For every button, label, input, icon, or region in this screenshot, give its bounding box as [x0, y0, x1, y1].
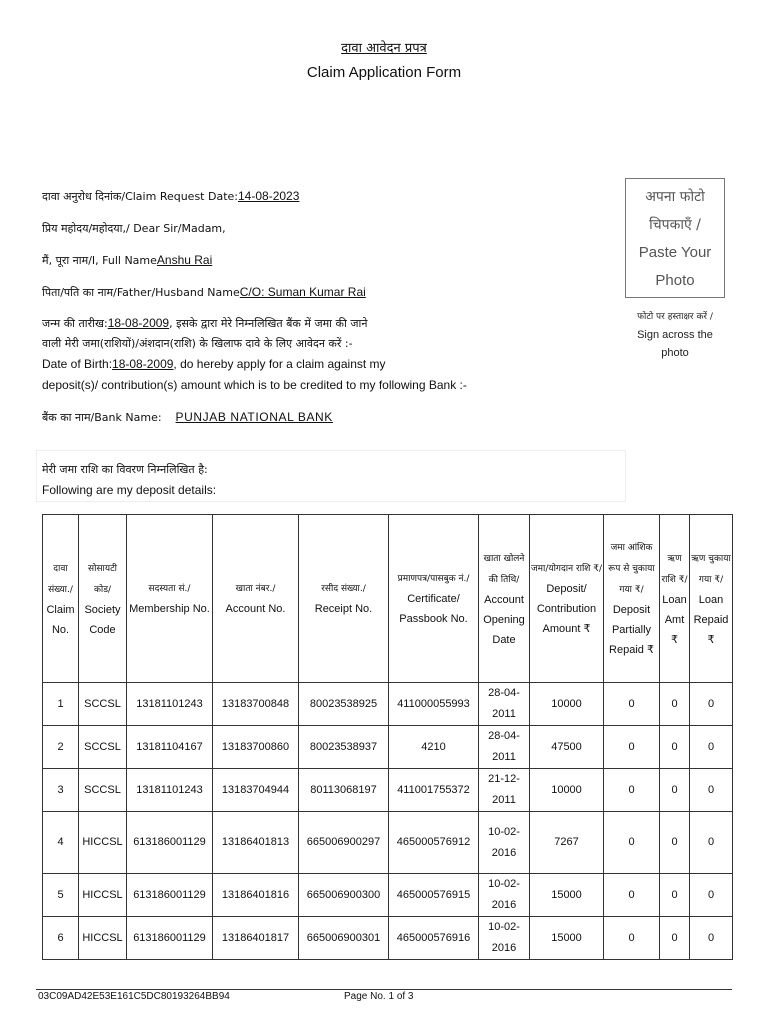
deposit-heading-hindi — [42, 462, 208, 477]
header-claim-no-hindi: दावा संख्या./ — [48, 563, 73, 595]
cell-loan-amount: 0 — [660, 683, 690, 726]
header-partially-repaid-hindi: जमा आंशिक रूप से चुकाया गया ₹/ — [608, 543, 655, 595]
photo-box — [625, 178, 725, 298]
cell-receipt-no: 665006900300 — [299, 874, 389, 917]
deposit-heading-english-text: Following are my deposit details: — [42, 483, 217, 497]
cell-society-code: HICCSL — [79, 917, 127, 960]
header-opening-date-english: Account Opening Date — [483, 593, 525, 646]
cell-opening-date: 10-02- 2016 — [479, 812, 530, 874]
cell-claim-no: 1 — [43, 683, 79, 726]
header-society-code-english: Society Code — [84, 603, 121, 636]
footer-doc-id: 03C09AD42E53E161C5DC80193264BB94 — [38, 991, 230, 1002]
dob-english-prefix: Date of Birth: — [42, 357, 113, 371]
cell-deposit-amount: 47500 — [530, 726, 604, 769]
dob-english-line2 — [42, 378, 467, 392]
header-account-no-english: Account No. — [225, 603, 286, 615]
cell-partially-repaid: 0 — [604, 917, 660, 960]
header-membership-no-hindi: सदस्यता सं./ — [148, 584, 191, 594]
header-claim-no-english: Claim No. — [46, 603, 75, 636]
cell-partially-repaid: 0 — [604, 874, 660, 917]
request-date-line — [42, 189, 299, 204]
title-english: Claim Application Form — [306, 64, 462, 81]
cell-loan-repaid: 0 — [690, 683, 733, 726]
cell-receipt-no: 665006900297 — [299, 812, 389, 874]
cell-partially-repaid: 0 — [604, 683, 660, 726]
cell-deposit-amount: 10000 — [530, 769, 604, 812]
sign-english-1: Sign across the — [637, 329, 713, 341]
cell-claim-no: 3 — [43, 769, 79, 812]
table-row — [43, 812, 733, 874]
header-loan-amount — [660, 515, 690, 683]
header-certificate-no — [389, 515, 479, 683]
cell-account-no: 13186401817 — [213, 917, 299, 960]
salutation-text: प्रिय महोदय/महोदया,/ Dear Sir/Madam, — [42, 222, 226, 235]
title-hindi: दावा आवेदन प्रपत्र — [341, 41, 427, 56]
cell-loan-amount: 0 — [660, 769, 690, 812]
cell-loan-amount: 0 — [660, 726, 690, 769]
table-header-row — [43, 515, 733, 683]
cell-loan-repaid: 0 — [690, 726, 733, 769]
cell-receipt-no: 665006900301 — [299, 917, 389, 960]
cell-opening-date: 28-04- 2011 — [479, 683, 530, 726]
cell-loan-repaid: 0 — [690, 769, 733, 812]
table-row — [43, 726, 733, 769]
bank-value: PUNJAB NATIONAL BANK — [175, 410, 333, 424]
cell-certificate-no: 411001755372 — [389, 769, 479, 812]
footer-rule — [36, 989, 732, 990]
cell-certificate-no: 465000576912 — [389, 812, 479, 874]
cell-opening-date: 28-04- 2011 — [479, 726, 530, 769]
cell-partially-repaid: 0 — [604, 726, 660, 769]
header-deposit-amount — [530, 515, 604, 683]
cell-deposit-amount: 7267 — [530, 812, 604, 874]
dob-hindi-prefix: जन्म की तारीख: — [42, 317, 108, 330]
header-account-no — [213, 515, 299, 683]
dob-english-value: 18-08-2009 — [112, 357, 174, 371]
cell-membership-no: 13181101243 — [127, 683, 213, 726]
dob-hindi-value: 18-08-2009 — [107, 316, 170, 330]
cell-claim-no: 2 — [43, 726, 79, 769]
sign-english-2: photo — [661, 347, 689, 359]
full-name-label: मैं, पूरा नाम/I, Full Name — [42, 254, 157, 267]
photo-hindi-2: चिपकाएँ / — [649, 217, 701, 233]
dob-english-suffix: , do hereby apply for a claim against my — [173, 357, 386, 371]
cell-society-code: SCCSL — [79, 769, 127, 812]
cell-loan-repaid: 0 — [690, 812, 733, 874]
cell-loan-repaid: 0 — [690, 874, 733, 917]
deposit-table — [42, 514, 733, 960]
cell-account-no: 13183700860 — [213, 726, 299, 769]
header-partially-repaid-english: Deposit Partially Repaid ₹ — [609, 604, 654, 656]
table-row — [43, 683, 733, 726]
header-loan-amount-english: Loan Amt ₹ — [662, 593, 687, 646]
photo-english-2: Photo — [655, 272, 695, 289]
cell-membership-no: 13181101243 — [127, 769, 213, 812]
cell-society-code: HICCSL — [79, 874, 127, 917]
cell-deposit-amount: 10000 — [530, 683, 604, 726]
header-opening-date — [479, 515, 530, 683]
cell-deposit-amount: 15000 — [530, 917, 604, 960]
cell-receipt-no: 80023538925 — [299, 683, 389, 726]
cell-society-code: SCCSL — [79, 726, 127, 769]
cell-loan-amount: 0 — [660, 874, 690, 917]
dob-english-line — [42, 357, 386, 371]
father-name-value: C/O: Suman Kumar Rai — [239, 285, 366, 299]
header-certificate-no-hindi: प्रमाणपत्र/पासबुक नं./ — [397, 574, 470, 584]
header-certificate-no-english: Certificate/ Passbook No. — [399, 593, 468, 625]
cell-certificate-no: 465000576915 — [389, 874, 479, 917]
header-loan-repaid — [690, 515, 733, 683]
cell-membership-no: 613186001129 — [127, 874, 213, 917]
cell-certificate-no: 4210 — [389, 726, 479, 769]
full-name-line — [42, 253, 212, 268]
header-deposit-amount-english: Deposit/ Contribution Amount ₹ — [536, 583, 597, 635]
table-row — [43, 769, 733, 812]
header-loan-amount-hindi: ऋण राशि ₹/ — [661, 553, 688, 585]
dob-hindi-line — [42, 316, 367, 331]
cell-membership-no: 13181104167 — [127, 726, 213, 769]
request-date-value: 14-08-2023 — [238, 189, 300, 203]
header-claim-no — [43, 515, 79, 683]
cell-opening-date: 10-02- 2016 — [479, 917, 530, 960]
deposit-heading-hindi-text: मेरी जमा राशि का विवरण निम्नलिखित है: — [42, 463, 208, 476]
header-opening-date-hindi: खाता खोलने की तिथि/ — [483, 553, 525, 585]
cell-deposit-amount: 15000 — [530, 874, 604, 917]
header-loan-repaid-hindi: ऋण चुकाया गया ₹/ — [691, 553, 731, 585]
dob-hindi-line2 — [42, 336, 353, 351]
cell-membership-no: 613186001129 — [127, 917, 213, 960]
header-receipt-no-english: Receipt No. — [314, 603, 373, 615]
cell-account-no: 13186401816 — [213, 874, 299, 917]
header-account-no-hindi: खाता नंबर./ — [235, 584, 276, 594]
cell-certificate-no: 465000576916 — [389, 917, 479, 960]
header-society-code — [79, 515, 127, 683]
cell-loan-repaid: 0 — [690, 917, 733, 960]
deposit-heading-english — [42, 483, 216, 497]
cell-receipt-no: 80113068197 — [299, 769, 389, 812]
header-partially-repaid — [604, 515, 660, 683]
header-receipt-no-hindi: रसीद संख्या./ — [321, 584, 366, 594]
bank-label: बैंक का नाम/Bank Name: — [42, 411, 162, 424]
cell-account-no: 13183704944 — [213, 769, 299, 812]
bank-line — [42, 410, 333, 425]
dob-english-line2-text: deposit(s)/ contribution(s) amount which is to be credited to my following Bank :- — [42, 378, 467, 392]
table-row — [43, 917, 733, 960]
cell-membership-no: 613186001129 — [127, 812, 213, 874]
cell-claim-no: 6 — [43, 917, 79, 960]
dob-hindi-suffix: , इसके द्वारा मेरे निम्नलिखित बैंक में जमा की जाने — [169, 317, 368, 330]
table-body — [43, 683, 733, 960]
father-name-line — [42, 285, 366, 300]
father-name-label: पिता/पति का नाम/Father/Husband Name — [42, 286, 240, 299]
sign-hindi: फोटो पर हस्ताक्षर करें / — [637, 312, 713, 322]
cell-opening-date: 21-12- 2011 — [479, 769, 530, 812]
cell-society-code: HICCSL — [79, 812, 127, 874]
dob-hindi-line2-text: वाली मेरी जमा(राशियों)/अंशदान(राशि) के खिलाफ दावे के लिए आवेदन करें :- — [42, 337, 353, 350]
photo-english-1: Paste Your — [638, 244, 712, 261]
cell-claim-no: 5 — [43, 874, 79, 917]
cell-certificate-no: 411000055993 — [389, 683, 479, 726]
full-name-value: Anshu Rai — [156, 253, 213, 267]
header-membership-no-english: Membership No. — [129, 603, 210, 615]
cell-loan-amount: 0 — [660, 917, 690, 960]
header-society-code-hindi: सोसायटी कोड/ — [88, 563, 117, 595]
cell-account-no: 13186401813 — [213, 812, 299, 874]
header-deposit-amount-hindi: जमा/योगदान राशि ₹/ — [530, 564, 603, 574]
photo-hindi-1: अपना फोटो — [645, 189, 705, 205]
header-receipt-no — [299, 515, 389, 683]
footer-page-number: Page No. 1 of 3 — [344, 991, 414, 1002]
cell-partially-repaid: 0 — [604, 812, 660, 874]
table-row — [43, 874, 733, 917]
cell-claim-no: 4 — [43, 812, 79, 874]
cell-receipt-no: 80023538937 — [299, 726, 389, 769]
cell-account-no: 13183700848 — [213, 683, 299, 726]
cell-loan-amount: 0 — [660, 812, 690, 874]
header-loan-repaid-english: Loan Repaid ₹ — [693, 593, 729, 646]
header-membership-no — [127, 515, 213, 683]
salutation — [42, 221, 226, 236]
cell-society-code: SCCSL — [79, 683, 127, 726]
cell-partially-repaid: 0 — [604, 769, 660, 812]
request-date-label: दावा अनुरोध दिनांक/Claim Request Date: — [42, 190, 238, 203]
cell-opening-date: 10-02- 2016 — [479, 874, 530, 917]
